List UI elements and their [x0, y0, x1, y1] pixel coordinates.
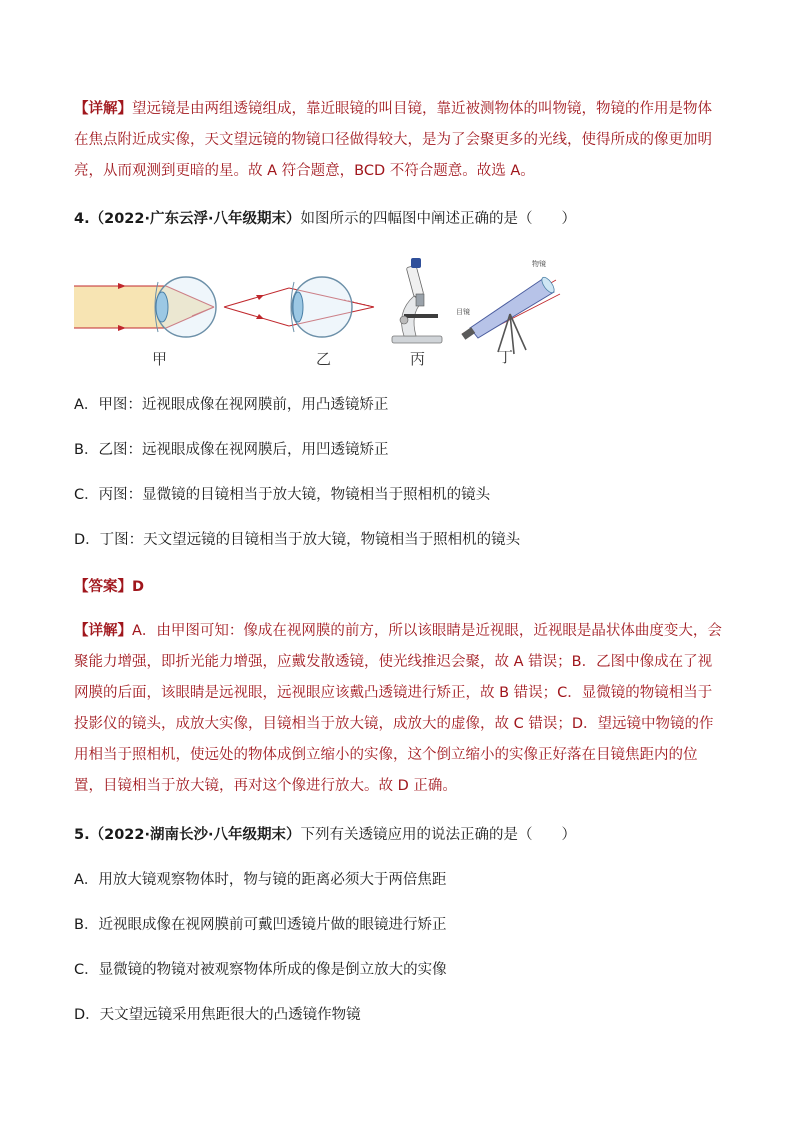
question-source: （2022·广东云浮·八年级期末）	[89, 211, 301, 227]
question-4-figure	[74, 252, 594, 372]
q4-option-a: A．甲图：近视眼成像在视网膜前，用凸透镜矫正	[74, 397, 389, 413]
label-jia: 甲	[152, 350, 168, 368]
q4-option-d: D．丁图：天文望远镜的目镜相当于放大镜，物镜相当于照相机的镜头	[74, 532, 521, 548]
question-text: 下列有关透镜应用的说法正确的是（ ）	[300, 827, 576, 843]
question-4-stem	[74, 208, 726, 230]
q4-option-b: B．乙图：远视眼成像在视网膜后，用凹透镜矫正	[74, 442, 389, 458]
question-text: 如图所示的四幅图中阐述正确的是（ ）	[300, 211, 576, 227]
telescope-image	[456, 259, 560, 366]
caption-eyepiece: 目镜	[456, 308, 470, 316]
detail-tag: 【详解】	[74, 623, 132, 639]
q5-option-d: D．天文望远镜采用焦距很大的凸透镜作物镜	[74, 1007, 361, 1023]
caption-objective: 物镜	[532, 260, 546, 268]
answer-value: D	[132, 579, 145, 595]
q4-option-c: C．丙图：显微镜的目镜相当于放大镜，物镜相当于照相机的镜头	[74, 487, 491, 503]
q4-detail-paragraph	[74, 616, 726, 802]
q5-option-a: A．用放大镜观察物体时，物与镜的距离必须大于两倍焦距	[74, 872, 447, 888]
q4-answer	[74, 576, 726, 598]
detail-text: A．由甲图可知：像成在视网膜的前方，所以该眼睛是近视眼，近视眼是晶状体曲度变大，会聚能力增强，即折光能力增强，应戴发散透镜，使光线推迟会聚，故 A 错误；B．乙图中像成在了视网膜的后面，该眼睛是远视眼，远视眼应该戴凸透镜进行矫正，故 B 错误；C．显微镜的物镜相当于投影仪的镜头，成放大实像，目镜相当于放大镜，成放大的虚像，故 C 错误；D．望远镜中物镜的作用相当于照相机，使远处的物体成倒立缩小的实像，这个倒立缩小的实像正好落在目镜焦距内的位置，目镜相当于放大镜，再对这个像进行放大。故 D 正确。	[74, 623, 722, 794]
label-ding: 丁	[498, 348, 514, 366]
eye-diagram-jia	[74, 277, 216, 368]
eye-diagram-yi	[224, 277, 374, 368]
detail-text: 望远镜是由两组透镜组成，靠近眼镜的叫目镜，靠近被测物体的叫物镜，物镜的作用是物体在焦点附近成实像，天文望远镜的物镜口径做得较大，是为了会聚更多的光线，使得所成的像更加明亮，从而观测到更暗的星。故 A 符合题意，BCD 不符合题意。故选 A。	[74, 101, 712, 179]
label-bing: 丙	[410, 350, 426, 368]
q5-option-c: C．显微镜的物镜对被观察物体所成的像是倒立放大的实像	[74, 962, 447, 978]
detail-tag: 【详解】	[74, 101, 132, 117]
question-number: 5.	[74, 827, 90, 843]
question-source: （2022·湖南长沙·八年级期末）	[89, 827, 301, 843]
microscope-image	[392, 258, 442, 368]
q5-option-b: B．近视眼成像在视网膜前可戴凹透镜片做的眼镜进行矫正	[74, 917, 447, 933]
question-number: 4.	[74, 211, 90, 227]
question-5-stem	[74, 824, 726, 846]
label-yi: 乙	[316, 350, 332, 368]
answer-tag: 【答案】	[74, 579, 132, 595]
prev-detail-paragraph	[74, 94, 726, 187]
